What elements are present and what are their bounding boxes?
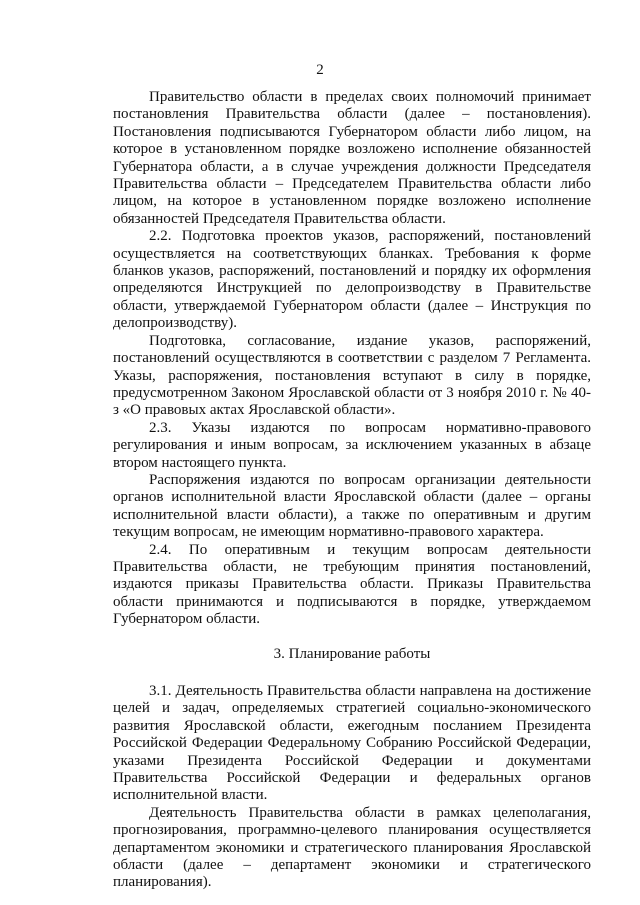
paragraph-2-3: 2.3. Указы издаются по вопросам нормативно-правового регулирования и иным вопросам, за исключением указанных в абзаце втором настоящего пункта. — [113, 419, 591, 471]
paragraph-planning: Деятельность Правительства области в рамках целеполагания, прогнозирования, программно-целевого планирования осуществляется департаментом экономики и стратегического планирования Ярославской области (далее – департамент экономики и стратегического планирования). — [113, 804, 591, 891]
paragraph-preparation: Подготовка, согласование, издание указов, распоряжений, постановлений осуществляются в соответствии с разделом 7 Регламента. Указы, распоряжения, постановления вступают в силу в порядке, предусмотренном Законом Ярославской области от 3 ноября 2010 г. № 40-з «О правовых актах Ярославской области». — [113, 332, 591, 419]
paragraph-government-powers: Правительство области в пределах своих полномочий принимает постановления Правительства области (далее – постановления). Постановления подписываются Губернатором области либо лицом, на которое в установленном порядке возложено исполнение обязанностей Губернатора области, а в случае учреждения должности Председателя Правительства области – Председателем Правительства области либо лицом, на которое в установленном порядке возложено исполнение обязанностей Председателя Правительства области. — [113, 89, 591, 227]
document-body — [113, 89, 591, 892]
paragraph-3-1: 3.1. Деятельность Правительства области направлена на достижение целей и задач, определяемых стратегией социально-экономического развития Ярославской области, ежегодным посланием Президента Российской Федерации Федеральному Собранию Российской Федерации, указами Президента Российской Федерации и документами Правительства Российской Федерации и федеральных органов исполнительной власти. — [113, 683, 591, 804]
page-number: 2 — [316, 62, 324, 78]
paragraph-orders: Распоряжения издаются по вопросам организации деятельности органов исполнительной власти Ярославской области (далее – органы исполнительной власти области), а также по оперативным и другим текущим вопросам, не имеющим нормативно-правового характера. — [113, 471, 591, 541]
section-heading: 3. Планирование работы — [273, 645, 431, 662]
paragraph-2-2: 2.2. Подготовка проектов указов, распоряжений, постановлений осуществляется на соответствующих бланках. Требования к форме бланков указов, распоряжений, постановлений и порядку их оформления определяются Инструкцией по делопроизводству в Правительстве области, утверждаемой Губернатором области (далее – Инструкция по делопроизводству). — [113, 228, 591, 332]
paragraph-2-4: 2.4. По оперативным и текущим вопросам деятельности Правительства области, не требующим принятия постановлений, издаются приказы Правительства области. Приказы Правительства области принимаются и подписываются в порядке, утверждаемом Губернатором области. — [113, 541, 591, 628]
